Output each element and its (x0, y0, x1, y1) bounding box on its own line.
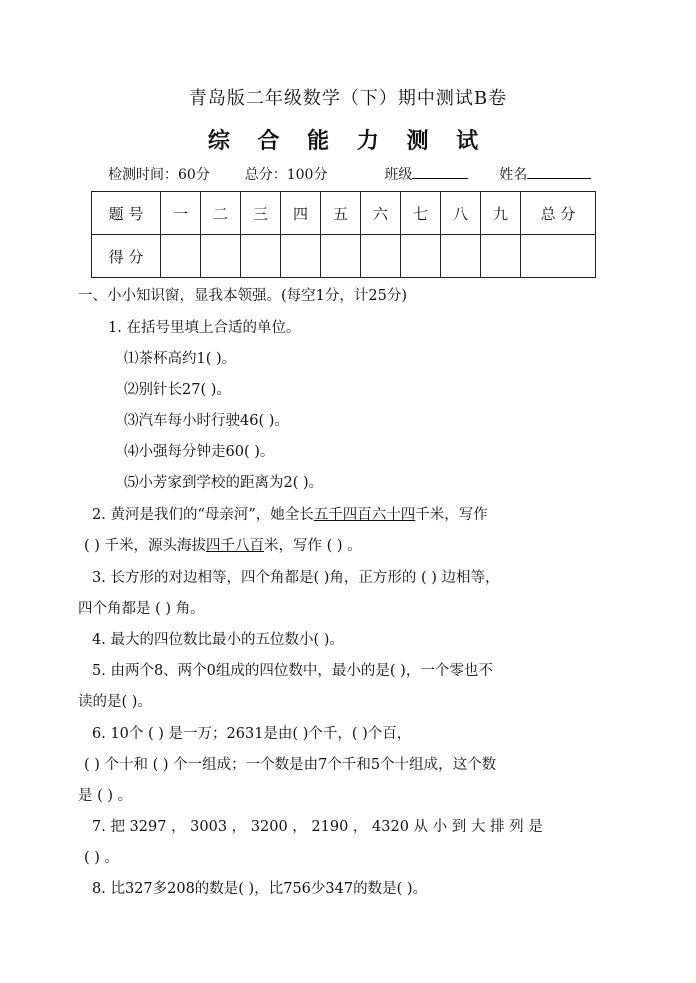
name-label: 姓名 (499, 167, 528, 183)
score-cell[interactable] (481, 235, 521, 278)
q2-underlined-length: 五千四百六十四 (313, 507, 416, 523)
total-label: 总 分 (521, 192, 596, 235)
q2-text-a: 2. 黄河是我们的“母亲河”，她全长 (92, 507, 314, 523)
total-score-cell[interactable] (521, 235, 596, 278)
q3-line-1: 3. 长方形的对边相等，四个角都是( )角，正方形的 ( ) 边相等， (92, 570, 500, 586)
q7-line-1: 7. 把 3297 ， 3003 ， 3200 ， 2190 ， 4320 从 小 到 大 排 列 是 (92, 819, 543, 835)
q1-stem: 1. 在括号里填上合适的单位。 (108, 320, 301, 336)
q1-item-5: ⑸小芳家到学校的距离为2( )。 (124, 475, 324, 491)
q2-underlined-altitude: 四千八百 (206, 538, 265, 554)
q1-item-3: ⑶汽车每小时行驶46( )。 (124, 413, 289, 429)
score-cell[interactable] (161, 235, 201, 278)
q6-line-2: ( ) 个十和 ( ) 个一组成；一个数是由7个千和5个十组成，这个数 (84, 757, 497, 773)
q4-line: 4. 最大的四位数比最小的五位数小( )。 (92, 632, 344, 648)
test-time: 检测时间：60分 (108, 167, 210, 183)
q3-line-2: 四个角都是 ( ) 角。 (78, 601, 205, 617)
q2-text-b-end: 米，写作 ( ) 。 (264, 538, 362, 554)
col-3: 三 (241, 192, 281, 235)
q2-text-a-end: 千米，写作 (415, 507, 488, 523)
q1-item-2: ⑵别针长27( )。 (124, 382, 231, 398)
col-8: 八 (441, 192, 481, 235)
col-9: 九 (481, 192, 521, 235)
score-label: 得 分 (92, 235, 161, 278)
col-4: 四 (281, 192, 321, 235)
section-1-heading: 一、小小知识窗，显我本领强。(每空1分，计25分) (78, 288, 407, 304)
q7-line-2: ( ) 。 (84, 850, 120, 866)
q1-item-4: ⑷小强每分钟走60( )。 (124, 444, 275, 460)
name-blank[interactable] (527, 164, 591, 179)
q2-line-2 (84, 536, 362, 556)
q6-line-1: 6. 10个 ( ) 是一万；2631是由( )个千，( )个百， (92, 726, 412, 742)
q2-text-b: ( ) 千米，源头海拔 (84, 538, 207, 554)
col-6: 六 (361, 192, 401, 235)
exam-info-line (108, 164, 591, 184)
q5-line-1: 5. 由两个8、两个0组成的四位数中，最小的是( )，一个零也不 (92, 663, 493, 679)
exam-subtitle: 综 合 能 力 测 试 (207, 128, 489, 154)
q6-line-3: 是 ( ) 。 (78, 788, 133, 804)
question-number-label: 题 号 (92, 192, 161, 235)
q2-line-1 (92, 505, 488, 525)
score-table-score-row (92, 235, 596, 278)
score-cell[interactable] (201, 235, 241, 278)
col-1: 一 (161, 192, 201, 235)
col-2: 二 (201, 192, 241, 235)
q1-item-1: ⑴茶杯高约1( )。 (124, 351, 237, 367)
score-table (91, 191, 596, 278)
q5-line-2: 读的是( )。 (78, 694, 152, 710)
score-cell[interactable] (441, 235, 481, 278)
class-label: 班级 (384, 167, 413, 183)
score-cell[interactable] (361, 235, 401, 278)
q8-line: 8. 比327多208的数是( )，比756少347的数是( )。 (92, 881, 427, 897)
score-cell[interactable] (281, 235, 321, 278)
score-cell[interactable] (241, 235, 281, 278)
score-cell[interactable] (321, 235, 361, 278)
col-5: 五 (321, 192, 361, 235)
score-cell[interactable] (401, 235, 441, 278)
score-table-header-row (92, 192, 596, 235)
exam-title: 青岛版二年级数学（下）期中测试B卷 (188, 88, 508, 109)
class-blank[interactable] (412, 164, 468, 179)
col-7: 七 (401, 192, 441, 235)
total-score: 总分：100分 (244, 167, 328, 183)
